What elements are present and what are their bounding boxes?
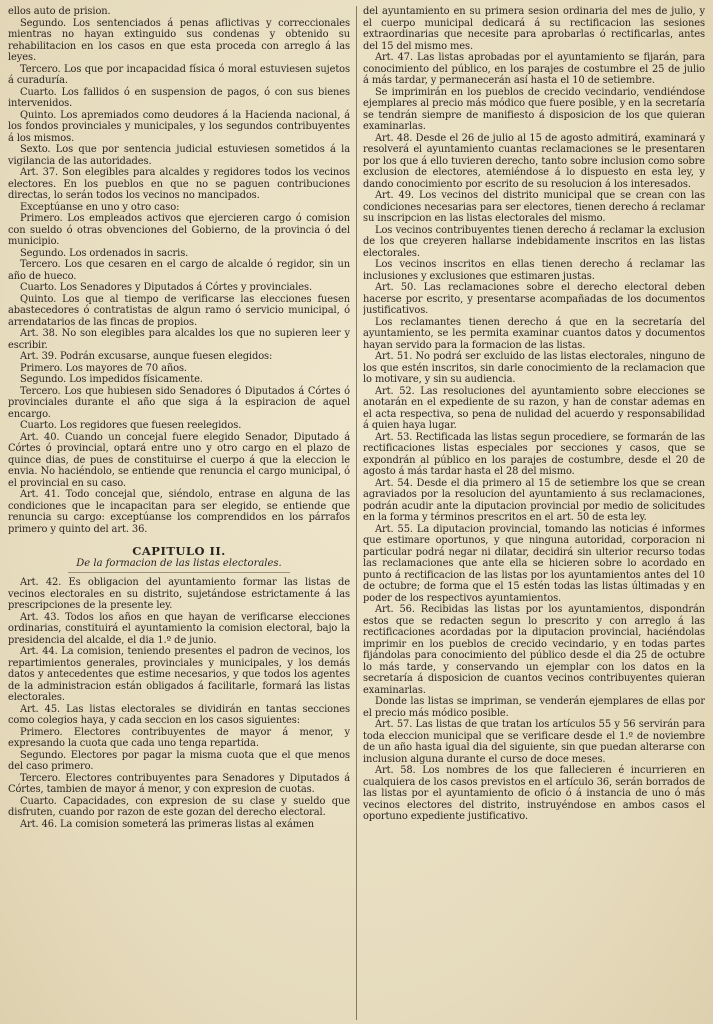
paragraph: Cuarto. Capacidades, con expresion de su clase y sueldo que disfruten, cuando por razon de este gozan del derecho electoral.	[8, 795, 350, 818]
columns	[8, 6, 705, 1020]
paragraph: Tercero. Los que hubiesen sido Senadores ó Diputados á Córtes ó provinciales durante el año que siga á la espiracion de aquel encargo.	[8, 385, 350, 420]
paragraph: Art. 58. Los nombres de los que fallecieren é incurrieren en cualquiera de los casos previstos en el artículo 36, serán borrados de las listas por el ayuntamiento de oficio ó á instancia de uno ó más vecinos electores del distrito, instruyéndose en ambos casos el oportuno expediente justificativo.	[363, 765, 705, 822]
paragraph: Art. 48. Desde el 26 de julio al 15 de agosto admitirá, examinará y resolverá el ayuntamiento cuantas reclamaciones se le presentaren por los que á ello tuvieren derecho, tanto sobre inclusion como sobre exclusion de electores, atemiéndose á lo dispuesto en esta ley, y dando conocimiento por escrito de su resolucion á los interesados.	[363, 132, 705, 190]
column-rule	[356, 6, 357, 1020]
paragraph: Primero. Los mayores de 70 años.	[20, 362, 187, 374]
paragraph: Primero. Los empleados activos que ejercieren cargo ó comision con sueldo ó otras obvenciones del Gobierno, de la provincia ó del municipio.	[8, 213, 350, 247]
paragraph: Art. 49. Los vecinos del distrito municipal que se crean con las condiciones necesarias para ser electores, tienen derecho á reclamar su inscripcion en las listas electorales del mismo.	[363, 190, 705, 224]
chapter-subtitle: De la formacion de las listas electorales.	[76, 558, 282, 569]
paragraph: Segundo. Electores por pagar la misma cuota que el que menos del caso primero.	[8, 749, 350, 772]
paragraph: Art. 57. Las listas de que tratan los artículos 55 y 56 servirán para toda eleccion municipal que se verificare desde el 1.º de noviembre de un año hasta igual dia del siguiente, sin que puedan alterarse con inclusion alguna durante el curso de doce meses.	[363, 719, 705, 765]
paragraph: Art. 55. La diputacion provincial, tomando las noticias é informes que estimare oportunos, y que ninguna autoridad, corporacion ni particular podrá negar ni dilatar, decidirá sin ulterior recurso todas las reclamaciones que ante ella se hicieren sobre lo acordado en punto á rectificacion de las listas por los ayuntamientos antes del 10 de octubre; de forma que el 15 estén todas las listas últimadas y en poder de los respectivos ayuntamientos.	[363, 523, 705, 604]
paragraph: Art. 42. Es obligacion del ayuntamiento formar las listas de vecinos electorales en su distrito, sujetándose estrictamente á las prescripciones de la presente ley.	[8, 577, 350, 611]
paragraph: Art. 47. Las listas aprobadas por el ayuntamiento se fijarán, para conocimiento del público, en los parajes de costumbre el 25 de julio á más tardar, y permanecerán así hasta el 10 de setiembre.	[363, 52, 705, 86]
right-column	[363, 6, 705, 1020]
paragraph: Art. 43. Todos los años en que hayan de verificarse elecciones ordinarias, constituirá el ayuntamiento la comision electoral, bajo la presidencia del alcalde, el dia 1.º de junio.	[8, 611, 350, 646]
paragraph: Los vecinos contribuyentes tienen derecho á reclamar la exclusion de los que creyeren hallarse indebidamente inscritos en las listas electorales.	[363, 224, 705, 259]
paragraph: Segundo. Los sentenciados á penas aflictivas y correccionales mientras no hayan extinguido sus condenas y obtenido su rehabilitacion en los casos en que esta proceda con arreglo á las leyes.	[8, 17, 350, 63]
paragraph: Cuarto. Los Senadores y Diputados á Córtes y provinciales.	[20, 282, 313, 293]
paragraph: Primero. Electores contribuyentes de mayor á menor, y expresando la cuota que cada uno tenga repartida.	[8, 726, 350, 749]
left-paragraphs-after	[8, 577, 350, 830]
paragraph: Quinto. Los que al tiempo de verificarse las elecciones fuesen abastecedores ó contratistas de algun ramo ó servicio municipal, ó arrendatarios de las fincas de propios.	[8, 293, 350, 328]
paragraph: Donde las listas se impriman, se venderán ejemplares de ellas por el precio más módico posible.	[363, 696, 705, 719]
paragraph: Se imprimirán en los pueblos de crecido vecindario, vendiéndose ejemplares al precio más módico que fuere posible, y en la secretaría se tendrán siempre de manifiesto á disposicion de los que quieran examinarlas.	[363, 86, 705, 132]
paragraph: Art. 52. Las resoluciones del ayuntamiento sobre elecciones se anotarán en el expediente de su razon, y han de constar ademas en el acta respectiva, so pena de nulidad del acuerdo y responsabilidad á quien haya lugar.	[363, 385, 705, 431]
paragraph: Segundo. Los impedidos físicamente.	[20, 374, 203, 385]
paragraph: Los reclamantes tienen derecho á que en la secretaría del ayuntamiento, se les permita examinar cuantos datos y documentos hayan servido para la formacion de las listas.	[363, 316, 705, 351]
paragraph: Art. 45. Las listas electorales se dividirán en tantas secciones como colegios haya, y cada seccion en los casos siguientes:	[8, 703, 350, 726]
paragraph: Art. 56. Recibidas las listas por los ayuntamientos, dispondrán estos que se redacten segun lo prescrito y con arreglo á las rectificaciones acordadas por la diputacion provincial, haciéndolas imprimir en los pueblos de crecido vecindario, y en todas partes fijándolas para conocimiento del público desde el dia 25 de octubre lo más tarde, y conservando un ejemplar con los datos en la secretaría á disposicion de cuantos vecinos contribuyentes quieran examinarlas.	[363, 604, 705, 696]
paragraph: Art. 54. Desde el dia primero al 15 de setiembre los que se crean agraviados por la resolucion del ayuntamiento á sus reclamaciones, podrán acudir ante la diputacion provincial por medio de solicitudes en la forma y términos prescritos en el art. 50 de esta ley.	[363, 477, 705, 523]
paragraph: Art. 39. Podrán excusarse, aunque fuesen elegidos:	[20, 351, 273, 362]
paragraph: del ayuntamiento en su primera sesion ordinaria del mes de julio, y el cuerpo municipal dedicará á su rectificacion las sesiones extraordinarias que necesite para aprobarlas ó rectificarlas, antes del 15 del mismo mes.	[363, 6, 705, 52]
paragraph: Segundo. Los ordenados in sacris.	[20, 247, 189, 259]
paragraph: Art. 53. Rectificada las listas segun procediere, se formarán de las rectificaciones listas especiales por secciones y casos, que se expondrán al público en los parajes de costumbre, desde el 20 de agosto á más tardar hasta el 28 del mismo.	[363, 431, 705, 477]
paragraph: Art. 51. No podrá ser excluido de las listas electorales, ninguno de los que estén inscritos, sin darle conocimiento de la reclamacion que lo motivare, y sin su audiencia.	[363, 351, 705, 385]
paragraph: Art. 38. No son elegibles para alcaldes los que no supieren leer y escribir.	[8, 328, 350, 351]
paragraph: Art. 37. Son elegibles para alcaldes y regidores todos los vecinos electores. En los pueblos en que no se paguen contribuciones directas, lo serán todos los vecinos no mancipados.	[8, 167, 350, 201]
paragraph: Sexto. Los que por sentencia judicial estuviesen sometidos á la vigilancia de las autoridades.	[8, 144, 350, 167]
paragraph: Art. 46. La comision someterá las primeras listas al exámen	[20, 818, 315, 830]
paragraph: Los vecinos inscritos en ellas tienen derecho á reclamar las inclusiones y exclusiones que estimaren justas.	[363, 259, 705, 282]
paragraph: Tercero. Los que por incapacidad física ó moral estuviesen sujetos á curaduría.	[8, 63, 350, 86]
paragraph: Cuarto. Los regidores que fuesen reelegidos.	[20, 420, 242, 431]
paragraph: Art. 41. Todo concejal que, siéndolo, entrase en alguna de las condiciones que le incapacitan para ser elegido, se entiende que renuncia su cargo: exceptúanse los comprendidos en los párrafos primero y quinto del art. 36.	[8, 489, 350, 535]
right-paragraphs	[363, 6, 705, 823]
left-column	[8, 6, 350, 1020]
chapter-separator	[68, 572, 290, 573]
paragraph: Art. 40. Cuando un concejal fuere elegido Senador, Diputado á Córtes ó provincial, optará entre uno y otro cargo en el plazo de quince dias, de pues de constituirse el cuerpo á que la eleccion le envia. No haciéndolo, se entiende que renuncia el cargo municipal, ó el provincial en su caso.	[8, 431, 350, 489]
paragraph: Art. 50. Las reclamaciones sobre el derecho electoral deben hacerse por escrito, y presentarse acompañadas de los documentos justificativos.	[363, 282, 705, 316]
paragraph: Tercero. Electores contribuyentes para Senadores y Diputados á Córtes, tambien de mayor á menor, y con expresion de cuotas.	[8, 772, 350, 795]
chapter-title: CAPITULO II.	[132, 544, 226, 558]
paragraph: Exceptúanse en uno y otro caso:	[20, 201, 180, 213]
paragraph: Cuarto. Los fallidos ó en suspension de pagos, ó con sus bienes intervenidos.	[8, 86, 350, 109]
paragraph: ellos auto de prision.	[8, 6, 111, 17]
left-paragraphs	[8, 6, 350, 535]
paragraph: Art. 44. La comision, teniendo presentes el padron de vecinos, los repartimientos generales, provinciales y municipales, y los demás datos y antecedentes que estime necesarios, y que todos los agentes de la administracion están obligados á facilitarle, formará las listas electorales.	[8, 646, 350, 703]
paragraph: Quinto. Los apremiados como deudores á la Hacienda nacional, á los fondos provinciales y municipales, y los segundos contribuyentes á los mismos.	[8, 109, 350, 144]
paragraph: Tercero. Los que cesaren en el cargo de alcalde ó regidor, sin un año de hueco.	[8, 259, 350, 282]
